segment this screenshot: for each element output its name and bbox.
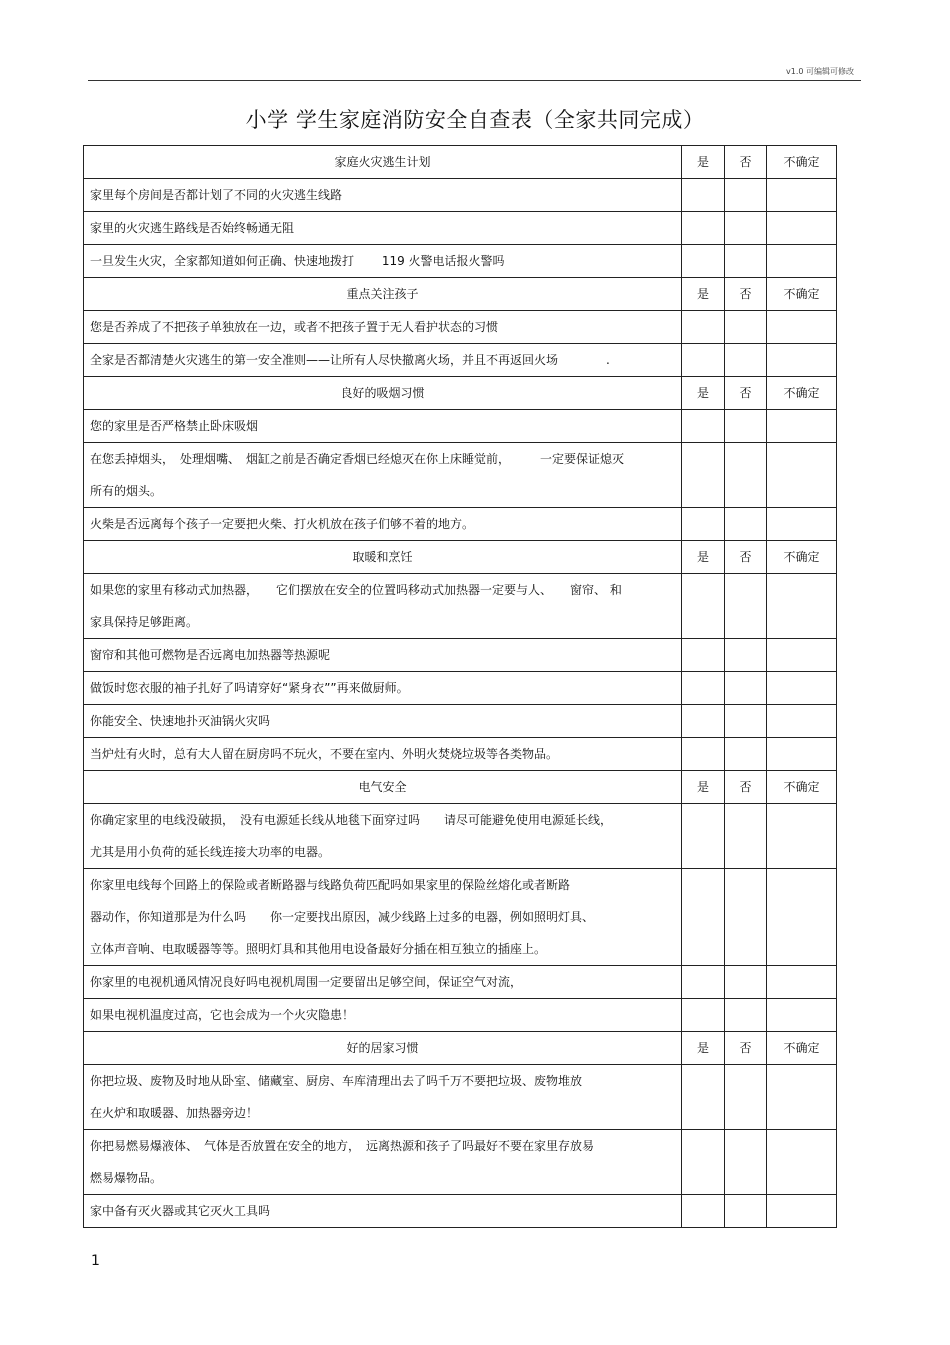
question-text [84,212,682,245]
unsure-answer-cell[interactable] [767,1130,837,1195]
question-line: 做饭时您衣服的袖子扎好了吗请穿好“紧身衣””再来做厨师。 [90,681,409,695]
question-line: 家里每个房间是否都计划了不同的火灾逃生线路 [90,188,343,202]
yes-answer-cell[interactable] [682,1065,725,1130]
unsure-answer-cell[interactable] [767,212,837,245]
section-header-row [84,146,837,179]
question-line: 在火炉和取暖器、加热器旁边！ [90,1106,259,1120]
unsure-column-header: 不确定 [767,541,837,574]
section-title: 电气安全 [84,771,682,804]
no-column-header: 否 [725,278,767,311]
question-row [84,639,837,672]
question-text [84,410,682,443]
yes-answer-cell[interactable] [682,508,725,541]
question-line: 你把易燃易爆液体、 气体是否放置在安全的地方， 远离热源和孩子了吗最好不要在家里存放易 [90,1139,595,1153]
yes-answer-cell[interactable] [682,574,725,639]
unsure-answer-cell[interactable] [767,179,837,212]
question-line: 家里的火灾逃生路线是否始终畅通无阻 [90,221,295,235]
question-text [84,1130,682,1195]
question-line: 窗帘和其他可燃物是否远离电加热器等热源呢 [90,648,331,662]
unsure-column-header: 不确定 [767,278,837,311]
question-text [84,311,682,344]
no-column-header: 否 [725,377,767,410]
question-row [84,1130,837,1195]
question-line: 你把垃圾、废物及时地从卧室、储藏室、厨房、车库清理出去了吗千万不要把垃圾、废物堆放 [90,1074,583,1088]
section-title: 取暖和烹饪 [84,541,682,574]
yes-answer-cell[interactable] [682,966,725,999]
question-row [84,804,837,869]
no-column-header: 否 [725,771,767,804]
yes-answer-cell[interactable] [682,999,725,1032]
yes-column-header: 是 [682,541,725,574]
section-title: 家庭火灾逃生计划 [84,146,682,179]
section-title: 重点关注孩子 [84,278,682,311]
unsure-answer-cell[interactable] [767,869,837,966]
yes-answer-cell[interactable] [682,705,725,738]
question-row [84,1065,837,1130]
question-text [84,869,682,966]
no-answer-cell[interactable] [725,410,767,443]
section-title: 良好的吸烟习惯 [84,377,682,410]
yes-answer-cell[interactable] [682,672,725,705]
unsure-answer-cell[interactable] [767,639,837,672]
question-row [84,705,837,738]
yes-answer-cell[interactable] [682,869,725,966]
question-line: 您是否养成了不把孩子单独放在一边，或者不把孩子置于无人看护状态的习惯 [90,320,499,334]
question-line: 器动作，你知道那是为什么吗 你一定要找出原因，减少线路上过多的电器，例如照明灯具、 [90,910,595,924]
question-line: 你家里电线每个回路上的保险或者断路器与线路负荷匹配吗如果家里的保险丝熔化或者断路 [90,878,571,892]
question-text [84,639,682,672]
no-answer-cell[interactable] [725,639,767,672]
unsure-answer-cell[interactable] [767,344,837,377]
no-answer-cell[interactable] [725,212,767,245]
no-answer-cell[interactable] [725,672,767,705]
no-answer-cell[interactable] [725,738,767,771]
no-answer-cell[interactable] [725,869,767,966]
unsure-column-header: 不确定 [767,771,837,804]
question-row [84,672,837,705]
question-text [84,672,682,705]
yes-column-header: 是 [682,278,725,311]
unsure-answer-cell[interactable] [767,508,837,541]
yes-answer-cell[interactable] [682,738,725,771]
unsure-column-header: 不确定 [767,1032,837,1065]
no-answer-cell[interactable] [725,508,767,541]
no-answer-cell[interactable] [725,344,767,377]
yes-column-header: 是 [682,1032,725,1065]
question-text [84,1195,682,1228]
unsure-answer-cell[interactable] [767,574,837,639]
yes-answer-cell[interactable] [682,1195,725,1228]
unsure-answer-cell[interactable] [767,672,837,705]
no-answer-cell[interactable] [725,443,767,508]
question-text [84,999,682,1032]
unsure-answer-cell[interactable] [767,999,837,1032]
question-row [84,869,837,966]
yes-answer-cell[interactable] [682,245,725,278]
version-note: v1.0 可编辑可修改 [786,67,854,76]
no-answer-cell[interactable] [725,574,767,639]
question-line: 你确定家里的电线没破损， 没有电源延长线从地毯下面穿过吗 请尽可能避免使用电源延长线， [90,813,613,827]
question-text [84,443,682,508]
yes-answer-cell[interactable] [682,311,725,344]
no-answer-cell[interactable] [725,245,767,278]
question-row [84,738,837,771]
section-title: 好的居家习惯 [84,1032,682,1065]
unsure-answer-cell[interactable] [767,1195,837,1228]
yes-answer-cell[interactable] [682,1130,725,1195]
question-text [84,738,682,771]
no-answer-cell[interactable] [725,1130,767,1195]
section-header-row [84,278,837,311]
question-row [84,410,837,443]
question-row [84,179,837,212]
question-row [84,1195,837,1228]
question-line: 燃易爆物品。 [90,1171,163,1185]
question-line: 家具保持足够距离。 [90,615,199,629]
document-title: 小学 学生家庭消防安全自查表（全家共同完成） [245,108,705,132]
question-text [84,1065,682,1130]
question-row [84,212,837,245]
no-answer-cell[interactable] [725,705,767,738]
question-line: 您的家里是否严格禁止卧床吸烟 [90,419,259,433]
question-line: 如果电视机温度过高，它也会成为一个火灾隐患！ [90,1008,355,1022]
unsure-answer-cell[interactable] [767,245,837,278]
unsure-answer-cell[interactable] [767,443,837,508]
question-row [84,344,837,377]
question-row [84,245,837,278]
no-column-header: 否 [725,1032,767,1065]
yes-answer-cell[interactable] [682,179,725,212]
section-header-row [84,377,837,410]
question-text [84,245,682,278]
yes-column-header: 是 [682,146,725,179]
yes-column-header: 是 [682,377,725,410]
question-row [84,443,837,508]
unsure-answer-cell[interactable] [767,410,837,443]
question-line: 火柴是否远离每个孩子一定要把火柴、打火机放在孩子们够不着的地方。 [90,517,475,531]
yes-column-header: 是 [682,771,725,804]
question-row [84,508,837,541]
question-text [84,344,682,377]
no-answer-cell[interactable] [725,311,767,344]
question-text [84,179,682,212]
section-header-row [84,1032,837,1065]
question-row [84,574,837,639]
yes-answer-cell[interactable] [682,212,725,245]
unsure-answer-cell[interactable] [767,705,837,738]
no-column-header: 否 [725,541,767,574]
unsure-column-header: 不确定 [767,377,837,410]
unsure-answer-cell[interactable] [767,1065,837,1130]
section-header-row [84,541,837,574]
question-line: 尤其是用小负荷的延长线连接大功率的电器。 [90,845,331,859]
no-column-header: 否 [725,146,767,179]
question-text [84,574,682,639]
yes-answer-cell[interactable] [682,443,725,508]
unsure-column-header: 不确定 [767,146,837,179]
fire-safety-checklist-table [83,145,837,1228]
question-line: 家中备有灭火器或其它灭火工具吗 [90,1204,271,1218]
page-number: 1 [91,1253,100,1269]
no-answer-cell[interactable] [725,999,767,1032]
question-row [84,999,837,1032]
question-text [84,966,682,999]
yes-answer-cell[interactable] [682,344,725,377]
no-answer-cell[interactable] [725,966,767,999]
question-line: 当炉灶有火时，总有大人留在厨房吗不玩火，不要在室内、外明火焚烧垃圾等各类物品。 [90,747,559,761]
question-line: 如果您的家里有移动式加热器， 它们摆放在安全的位置吗移动式加热器一定要与人、 窗帘、 和 [90,583,622,597]
question-text [84,804,682,869]
question-line: 你家里的电视机通风情况良好吗电视机周围一定要留出足够空间，保证空气对流， [90,975,523,989]
question-row [84,311,837,344]
unsure-answer-cell[interactable] [767,966,837,999]
question-line: 全家是否都清楚火灾逃生的第一安全准则——让所有人尽快撤离火场，并且不再返回火场 . [90,353,610,367]
question-line: 你能安全、快速地扑灭油锅火灾吗 [90,714,271,728]
no-answer-cell[interactable] [725,1195,767,1228]
question-line: 一旦发生火灾，全家都知道如何正确、快速地拨打 119 火警电话报火警吗 [90,254,505,268]
section-header-row [84,771,837,804]
question-line: 立体声音响、电取暖器等等。照明灯具和其他用电设备最好分插在相互独立的插座上。 [90,942,547,956]
unsure-answer-cell[interactable] [767,804,837,869]
yes-answer-cell[interactable] [682,804,725,869]
unsure-answer-cell[interactable] [767,738,837,771]
header-divider [88,80,861,81]
yes-answer-cell[interactable] [682,410,725,443]
question-line: 所有的烟头。 [90,484,163,498]
question-line: 在您丢掉烟头， 处理烟嘴、 烟缸之前是否确定香烟已经熄灭在你上床睡觉前， 一定要保证熄灭 [90,452,625,466]
no-answer-cell[interactable] [725,804,767,869]
no-answer-cell[interactable] [725,179,767,212]
question-text [84,508,682,541]
unsure-answer-cell[interactable] [767,311,837,344]
no-answer-cell[interactable] [725,1065,767,1130]
question-row [84,966,837,999]
question-text [84,705,682,738]
yes-answer-cell[interactable] [682,639,725,672]
